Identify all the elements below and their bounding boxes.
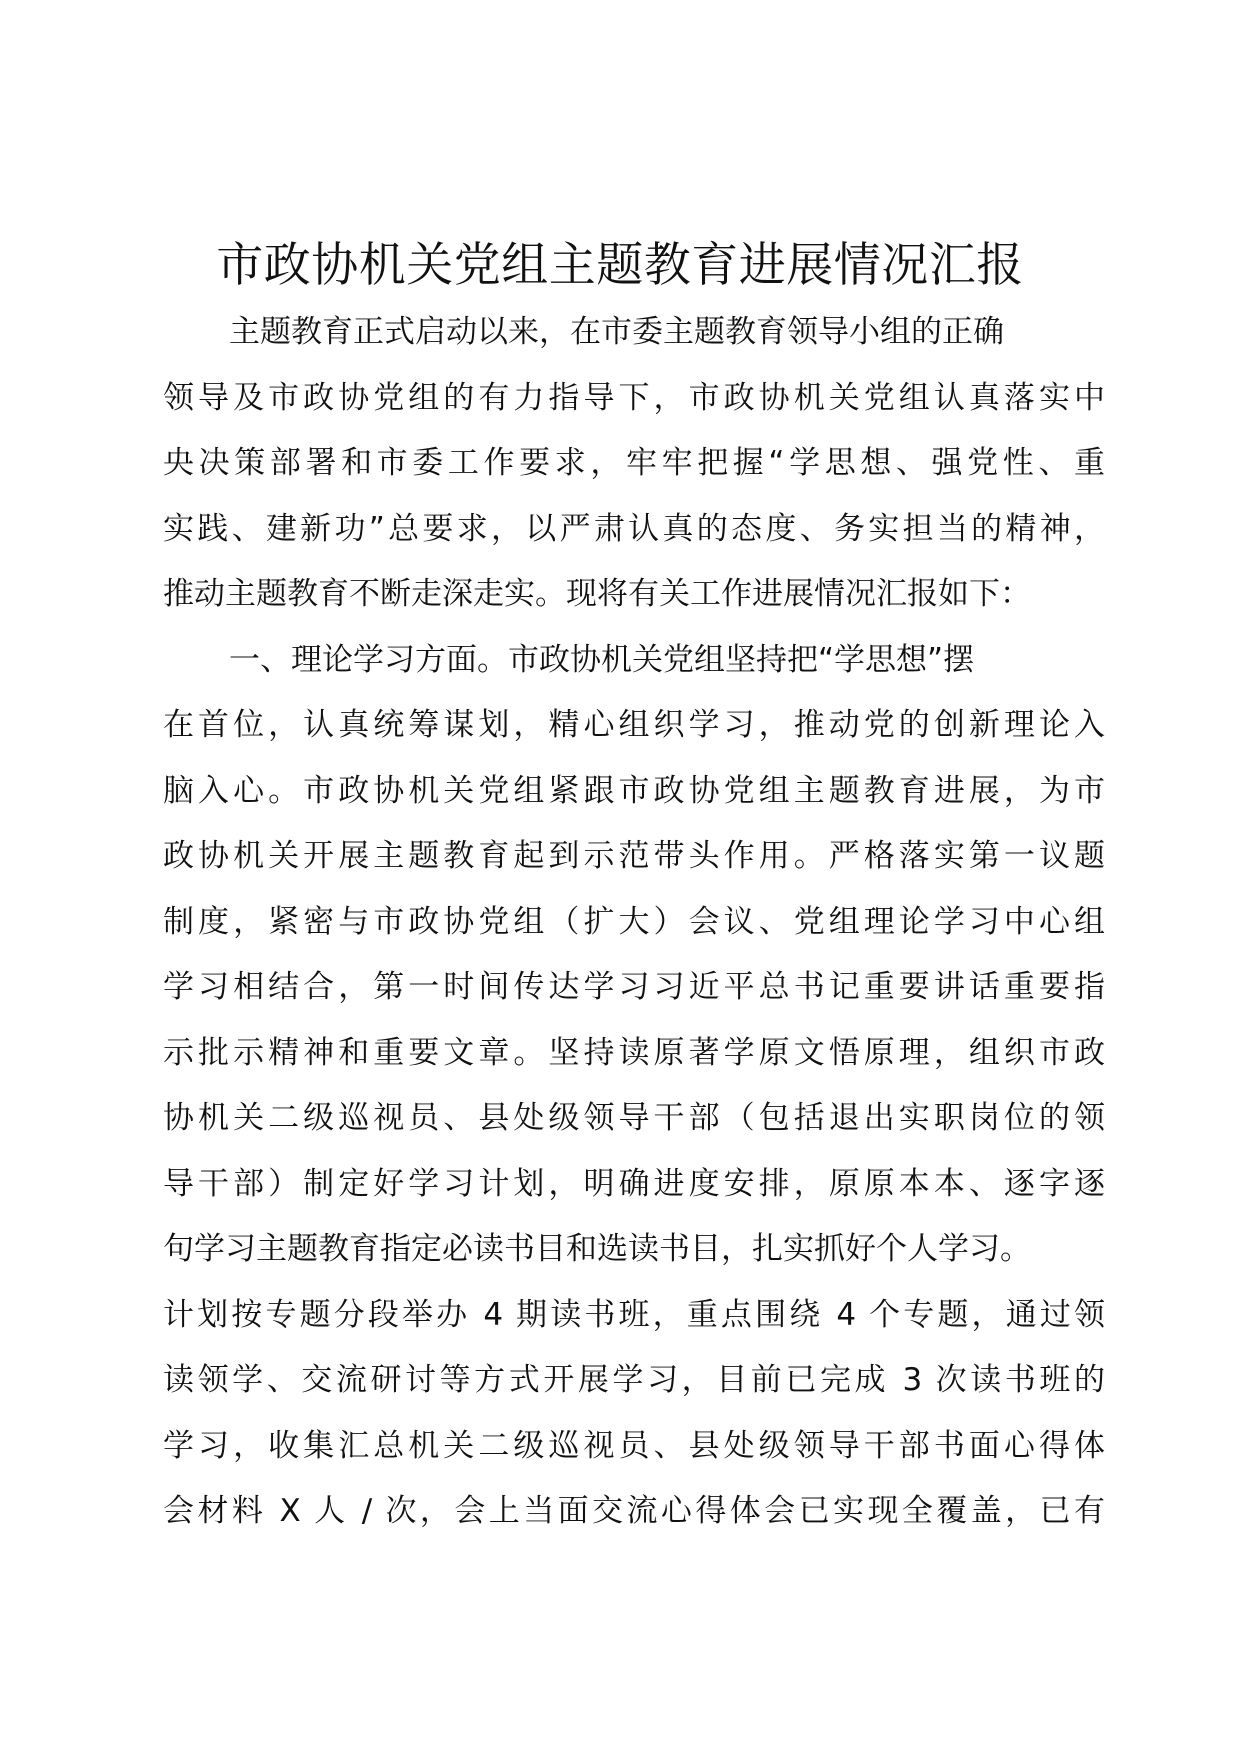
document-body bbox=[163, 300, 1105, 1545]
paragraph-line: 推动主题教育不断走深走实。现将有关工作进展情况汇报如下： bbox=[163, 576, 1031, 612]
paragraph-line: 脑入心。市政协机关党组紧跟市政协党组主题教育进展，为市 bbox=[163, 772, 1105, 809]
paragraph-line: 学习，收集汇总机关二级巡视员、县处级领导干部书面心得体 bbox=[163, 1427, 1105, 1464]
paragraph-line: 制度，紧密与市政协党组（扩大）会议、党组理论学习中心组 bbox=[163, 903, 1105, 940]
paragraph-line: 读领学、交流研讨等方式开展学习，目前已完成 3 次读书班的 bbox=[163, 1362, 1105, 1398]
paragraph-line: 学习相结合，第一时间传达学习习近平总书记重要讲话重要指 bbox=[163, 969, 1105, 1005]
paragraph-line: 示批示精神和重要文章。坚持读原著学原文悟原理，组织市政 bbox=[163, 1034, 1105, 1071]
paragraph-line: 协机关二级巡视员、县处级领导干部（包括退出实职岗位的领 bbox=[163, 1100, 1105, 1136]
paragraph-line: 计划按专题分段举办 4 期读书班，重点围绕 4 个专题，通过领 bbox=[163, 1296, 1105, 1333]
paragraph-line: 政协机关开展主题教育起到示范带头作用。严格落实第一议题 bbox=[163, 838, 1105, 874]
paragraph-line: 会材料 X 人 / 次，会上当面交流心得体会已实现全覆盖，已有 bbox=[163, 1493, 1105, 1529]
paragraph-line: 导干部）制定好学习计划，明确进度安排，原原本本、逐字逐 bbox=[163, 1165, 1105, 1202]
paragraph-line: 央决策部署和市委工作要求，牢牢把握“学思想、强党性、重 bbox=[163, 445, 1105, 481]
paragraph-line: 主题教育正式启动以来，在市委主题教育领导小组的正确 bbox=[229, 314, 1004, 350]
section-heading-line: 一、理论学习方面。市政协机关党组坚持把“学思想”摆 bbox=[229, 641, 975, 678]
paragraph-line: 句学习主题教育指定必读书目和选读书目，扎实抓好个人学习。 bbox=[163, 1231, 1031, 1267]
paragraph-line: 在首位，认真统筹谋划，精心组织学习，推动党的创新理论入 bbox=[163, 707, 1105, 743]
paragraph-line: 实践、建新功”总要求，以严肃认真的态度、务实担当的精神， bbox=[163, 510, 1105, 547]
paragraph-line: 领导及市政协党组的有力指导下，市政协机关党组认真落实中 bbox=[163, 379, 1105, 416]
document-title: 市政协机关党组主题教育进展情况汇报 bbox=[216, 238, 1024, 293]
